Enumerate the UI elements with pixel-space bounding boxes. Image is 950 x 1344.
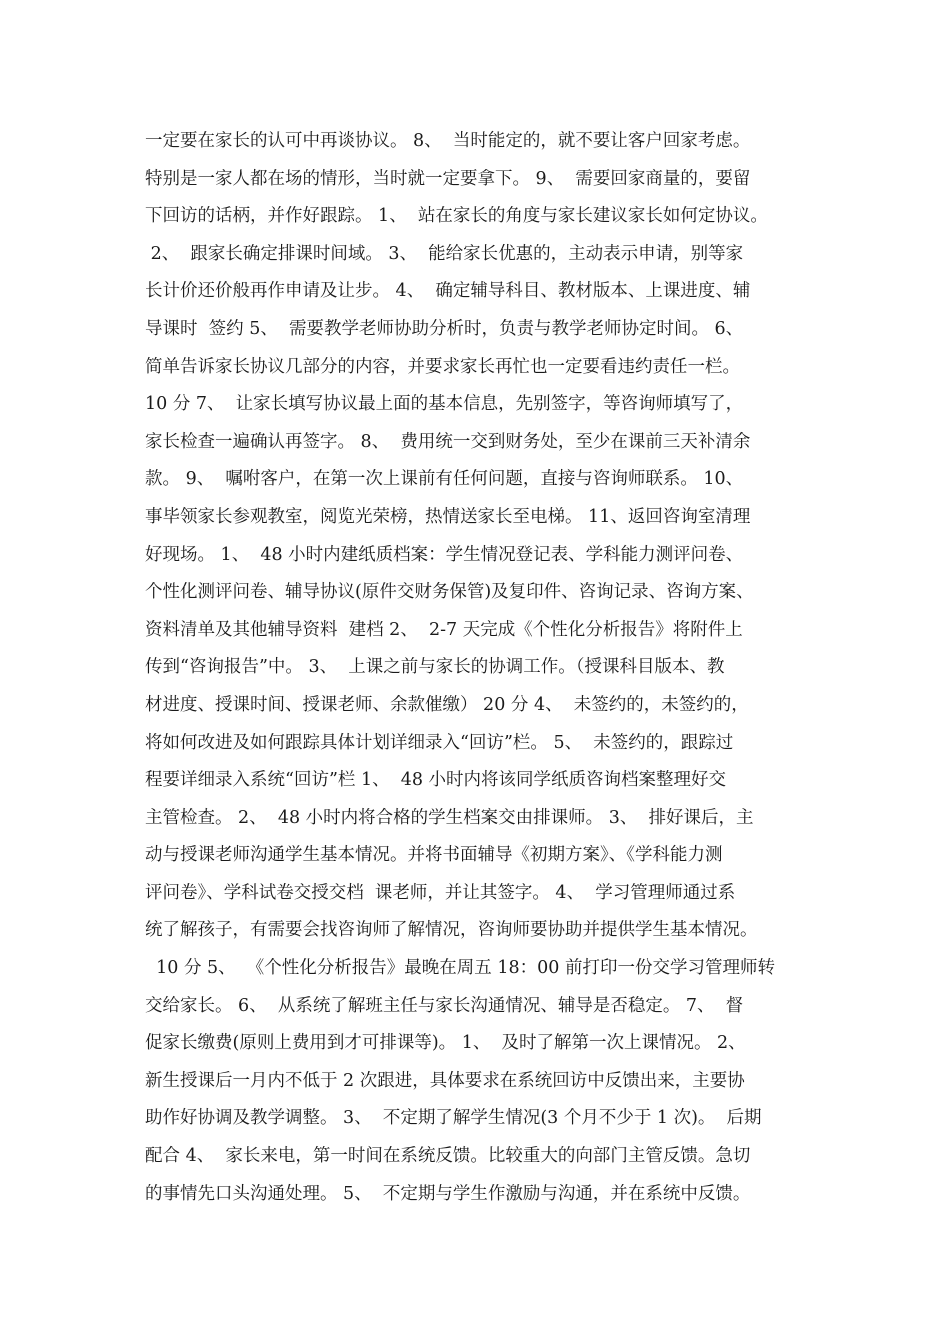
text-line: 将如何改进及如何跟踪具体计划详细录入“回访”栏。 5、 未签约的，跟踪过 <box>145 732 734 753</box>
text-line: 事毕领家长参观教室，阅览光荣榜，热情送家长至电梯。 11、返回咨询室清理 <box>145 506 751 527</box>
text-line: 一定要在家长的认可中再谈协议。 8、 当时能定的，就不要让客户回家考虑。 <box>145 131 751 151</box>
text-line: 新生授课后一月内不低于 2 次跟进，具体要求在系统回访中反馈出来，主要协 <box>145 1070 745 1091</box>
text-line: 程要详细录入系统“回访”栏 1、 48 小时内将该同学纸质咨询档案整理好交 <box>145 770 727 791</box>
text-line: 资料清单及其他辅导资料 建档 2、 2-7 天完成《个性化分析报告》将附件上 <box>145 619 743 640</box>
body-text <box>145 123 825 1213</box>
text-line: 简单告诉家长协议几部分的内容，并要求家长再忙也一定要看违约责任一栏。 <box>145 356 740 377</box>
text-line: 传到“咨询报告”中。 3、 上课之前与家长的协调工作。（授课科目版本、教 <box>145 657 725 678</box>
text-line: 的事情先口头沟通处理。 5、 不定期与学生作激励与沟通，并在系统中反馈。 <box>145 1183 751 1204</box>
text-line: 个性化测评问卷、辅导协议(原件交财务保管)及复印件、咨询记录、咨询方案、 <box>145 582 754 603</box>
text-line: 统了解孩子，有需要会找咨询师了解情况，咨询师要协助并提供学生基本情况。 <box>145 920 758 941</box>
text-line: 交给家长。 6、 从系统了解班主任与家长沟通情况、辅导是否稳定。 7、 督 <box>145 995 744 1016</box>
text-line: 特别是一家人都在场的情形，当时就一定要拿下。 9、 需要回家商量的，要留 <box>145 168 751 189</box>
text-line: 评问卷》、学科试卷交授交档 课老师，并让其签字。 4、 学习管理师通过系 <box>145 882 736 903</box>
text-line: 长计价还价般再作申请及让步。 4、 确定辅导科目、教材版本、上课进度、辅 <box>145 281 751 302</box>
text-line: 款。 9、 嘱咐客户，在第一次上课前有任何问题，直接与咨询师联系。 10、 <box>145 469 744 490</box>
text-line: 2、 跟家长确定排课时间域。 3、 能给家长优惠的，主动表示申请，别等家 <box>145 243 744 264</box>
text-line: 助作好协调及教学调整。 3、 不定期了解学生情况(3 个月不少于 1 次)。 后期 <box>145 1108 762 1129</box>
text-line: 好现场。 1、 48 小时内建纸质档案：学生情况登记表、学科能力测评问卷、 <box>145 544 744 565</box>
text-line: 主管检查。 2、 48 小时内将合格的学生档案交由排课师。 3、 排好课后，主 <box>145 807 754 828</box>
text-line: 导课时 签约 5、 需要教学老师协助分析时，负责与教学老师协定时间。 6、 <box>145 318 744 339</box>
text-line: 材进度、授课时间、授课老师、余款催缴） 20 分 4、 未签约的，未签约的， <box>145 694 749 715</box>
text-line: 下回访的话柄，并作好跟踪。 1、 站在家长的角度与家长建议家长如何定协议。 <box>145 206 768 227</box>
text-line: 促家长缴费(原则上费用到才可排课等)。 1、 及时了解第一次上课情况。 2、 <box>145 1033 746 1054</box>
text-line: 10 分 5、 《个性化分析报告》最晚在周五 18：00 前打印一份交学习管理师转 <box>145 958 775 979</box>
text-line: 配合 4、 家长来电，第一时间在系统反馈。比较重大的向部门主管反馈。急切 <box>145 1146 751 1167</box>
text-line: 10 分 7、 让家长填写协议最上面的基本信息，先别签字，等咨询师填写了， <box>145 394 744 415</box>
text-line: 动与授课老师沟通学生基本情况。并将书面辅导《初期方案》、《学科能力测 <box>145 845 723 866</box>
text-line: 家长检查一遍确认再签字。 8、 费用统一交到财务处，至少在课前三天补清余 <box>145 431 751 452</box>
